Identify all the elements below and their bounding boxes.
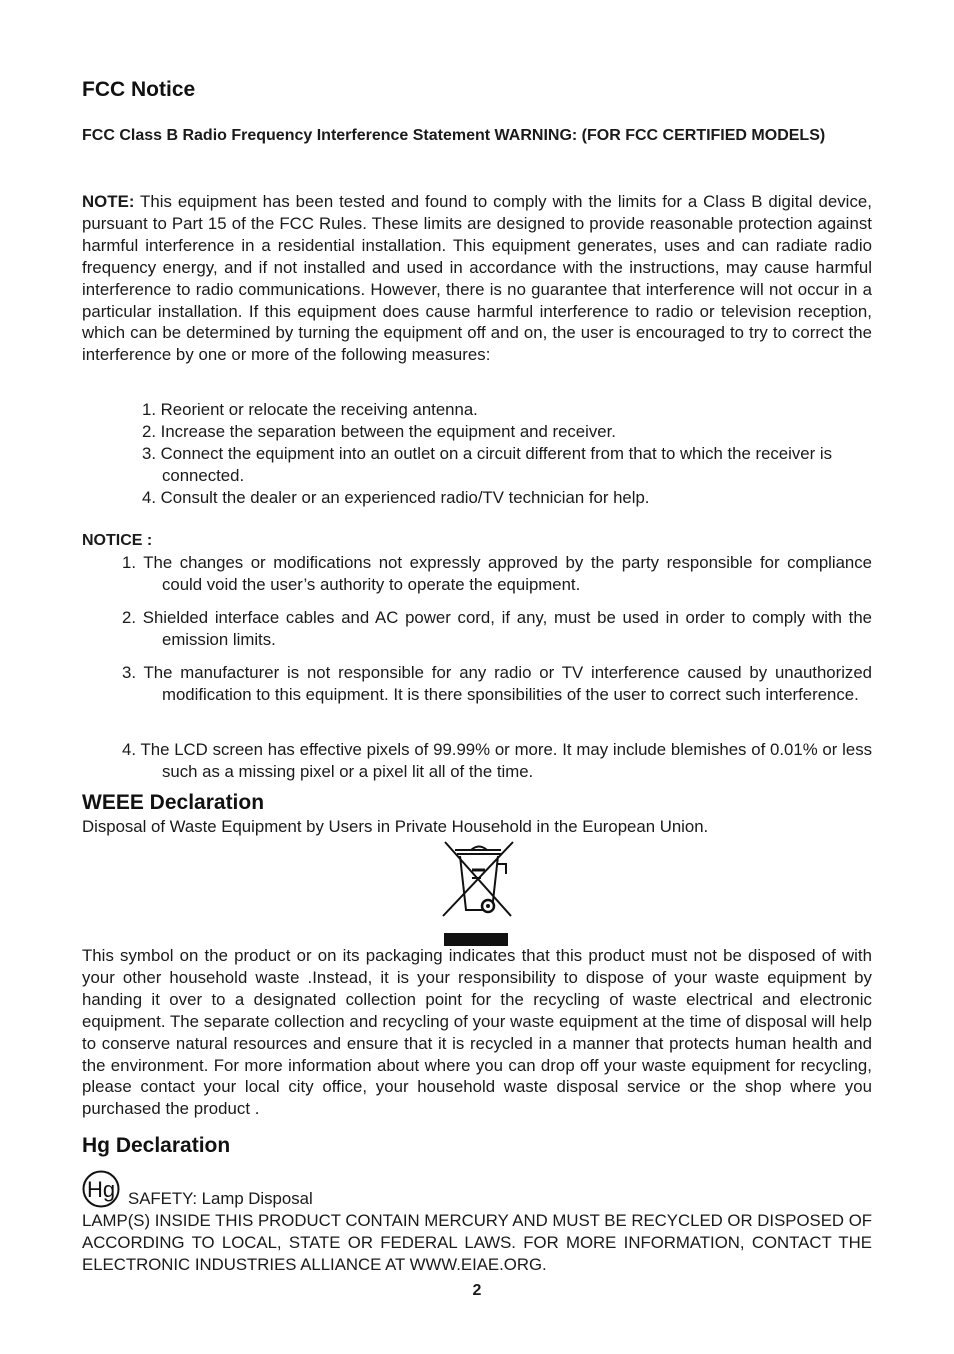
fcc-subheading: FCC Class B Radio Frequency Interference Statement WARNING: (FOR FCC CERTIFIED MODELS): [82, 127, 826, 144]
fcc-heading: FCC Notice: [82, 78, 196, 101]
crossed-out-wheelie-bin-icon: [441, 840, 517, 948]
hg-safety-row: [82, 1170, 482, 1208]
note-text: This equipment has been tested and found to comply with the limits for a Class B digital device, pursuant to Part 15 of the FCC Rules. These limits are designed to provide reasonable protection against harmful interference in a residential installation. This equipment generates, uses and can radiate radio frequency energy, and if not installed and used in accordance with the instructions, may cause harmful interference to radio communications. However, there is no guarantee that interference will not occur in a particular installation. If this equipment does cause harmful interference to radio or television reception, which can be determined by turning the equipment off and on, the user is encouraged to try to correct the interference by one or more of the following measures:: [82, 192, 872, 365]
page-number: 2: [472, 1282, 482, 1299]
notice-item: 1. The changes or modifications not expressly approved by the party responsible for compliance could void the user’s authority to operate the equipment.: [122, 553, 872, 594]
hg-warning-text: LAMP(S) INSIDE THIS PRODUCT CONTAIN MERCURY AND MUST BE RECYCLED OR DISPOSED OF ACCORDING TO LOCAL, STATE OR FEDERAL LAWS. FOR MORE INFORMATION, CONTACT THE ELECTRONIC INDUSTRIES ALLIANCE AT WWW.EIAE.ORG.: [82, 1211, 872, 1274]
hg-heading: Hg Declaration: [82, 1134, 231, 1157]
measure-item: 3. Connect the equipment into an outlet on a circuit different from that to which the receiver is connected.: [142, 443, 832, 485]
hg-mercury-icon: [82, 1170, 120, 1208]
notice-item: 3. The manufacturer is not responsible for any radio or TV interference caused by unauthorized modification to this equipment. It is there sponsibilities of the user to correct such interference.: [122, 663, 872, 704]
weee-heading: WEEE Declaration: [82, 791, 265, 814]
fcc-note-paragraph: [82, 191, 872, 366]
hg-badge-text: Hg: [86, 1177, 116, 1202]
measure-item: 4. Consult the dealer or an experienced radio/TV technician for help.: [142, 487, 650, 507]
measure-item: 1. Reorient or relocate the receiving antenna.: [142, 400, 478, 419]
weee-body: This symbol on the product or on its packaging indicates that this product must not be disposed of with your other household waste .Instead, it is your responsibility to dispose of your waste equipment by handing it over to a designated collection point for the recycling of waste electrical and electronic equipment. The separate collection and recycling of your waste equipment at the time of disposal will help to conserve natural resources and ensure that it is recycled in a manner that protects human health and the environment. For more information about where you can drop off your waste equipment for recycling, please contact your local city office, your household waste disposal service or the shop where you purchased the product .: [82, 946, 872, 1119]
hg-safety-text: SAFETY: Lamp Disposal: [128, 1189, 313, 1208]
measure-item: 2. Increase the separation between the equipment and receiver.: [142, 421, 616, 441]
note-label: NOTE:: [82, 192, 135, 211]
weee-intro: Disposal of Waste Equipment by Users in Private Household in the European Union.: [82, 817, 709, 836]
measures-list: [122, 399, 872, 509]
notice-item: 4. The LCD screen has effective pixels of 99.99% or more. It may include blemishes of 0.01% or less such as a missing pixel or a pixel lit all of the time.: [122, 740, 872, 781]
notice-item: 2. Shielded interface cables and AC power cord, if any, must be used in order to comply with the emission limits.: [122, 608, 872, 649]
notice-label: NOTICE :: [82, 532, 153, 549]
